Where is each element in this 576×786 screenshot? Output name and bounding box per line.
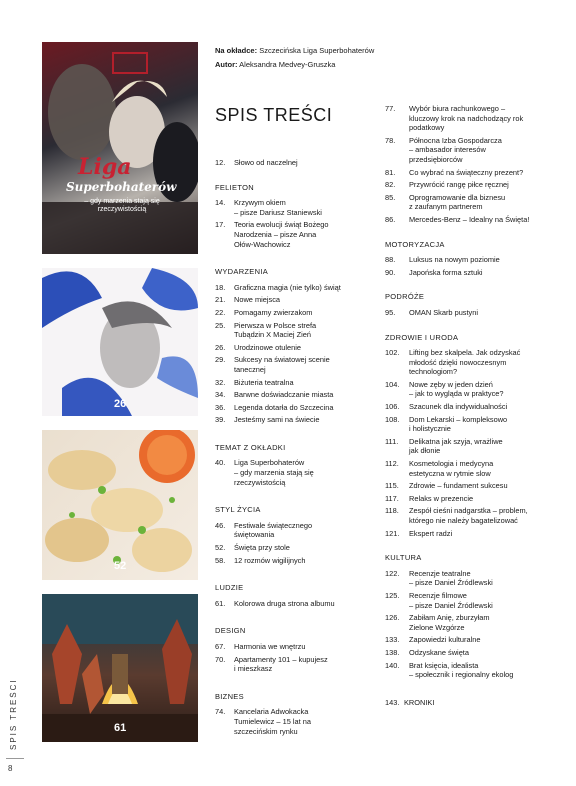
toc-entry-title-line: Ołów-Wachowicz (234, 239, 291, 249)
toc-entry-title-line: Przywrócić rangę piłce ręcznej (409, 180, 509, 190)
toc-entry (215, 599, 375, 609)
toc-entry-title-line: Biżuteria teatralna (234, 377, 294, 387)
toc-entry-title-line: Recenzje teatralne (409, 568, 471, 578)
toc-entry (385, 402, 565, 412)
toc-entry-title-line: Krzywym okiem (234, 198, 286, 208)
author-credit-value: Aleksandra Medvey-Gruszka (239, 60, 336, 69)
toc-entry-title-line: Pomagamy zwierzakom (234, 307, 313, 317)
toc-entry-title (234, 521, 375, 540)
toc-entry-page: 82. (385, 180, 396, 190)
toc-entry-title-line: Północna Izba Gospodarcza (409, 135, 502, 145)
cover-credit-label: Na okładce: (215, 46, 258, 55)
fire-illustration-art (42, 594, 198, 742)
toc-entry-title (409, 481, 565, 491)
toc-entry-page: 77. (385, 104, 396, 113)
toc-entry-title (234, 390, 375, 400)
toc-entry-title (409, 648, 565, 658)
toc-entry-title-line: Harmonia we wnętrzu (234, 642, 306, 651)
toc-entry-title-line: Zapowiedzi kulturalne (409, 635, 481, 645)
toc-entry-title-line: – pisze Daniel Źródlewski (409, 578, 493, 588)
toc-entry-page: 58. (215, 555, 226, 565)
toc-entry-title-line: Zespół cieśni nadgarstka – problem, (409, 506, 528, 516)
toc-entry (215, 415, 375, 425)
toc-entry-title-line: Recenzje filmowe (409, 590, 467, 600)
toc-entry-page: 95. (385, 307, 396, 317)
toc-entry-title-line: Luksus na nowym poziomie (409, 255, 500, 265)
toc-entry-title-line: i holistycznie (409, 424, 451, 434)
photo-page-number: 61 (114, 722, 127, 734)
toc-entry-title-line: tanecznej (234, 364, 266, 374)
toc-entry-title-line: estetyczna w rytmie slow (409, 468, 491, 478)
toc-entry (385, 437, 565, 456)
toc-entry-title-line: Zabiłam Anię, zburzyłam (409, 613, 490, 623)
toc-entry-title-line: Legenda dotarła do Szczecina (234, 402, 334, 412)
toc-section-heading: DESIGN (215, 626, 246, 636)
toc-section-heading: LUDZIE (215, 583, 244, 593)
toc-entry-title (234, 655, 375, 674)
toc-entry (215, 158, 375, 168)
cover-subtitle: – gdy marzenia stają się rzeczywistością (84, 198, 160, 213)
toc-entry-title: KRONIKI (404, 697, 435, 707)
toc-entry (215, 707, 375, 736)
toc-entry-title-line: – pisze Daniel Źródlewski (409, 600, 493, 610)
toc-entry-title-line: Apartamenty 101 – kupujesz (234, 654, 328, 664)
toc-entry (385, 506, 565, 525)
toc-entry-title-line: Delikatna jak szyja, wrażliwe (409, 436, 503, 446)
toc-entry-title-line: Tubądzin X Maciej Zień (234, 330, 311, 340)
toc-entry-title (409, 529, 565, 539)
toc-entry-title: Słowo od naczelnej (234, 158, 298, 167)
toc-entry (215, 403, 375, 413)
toc-entry (215, 295, 375, 305)
photo-page-number: 52 (114, 560, 127, 572)
toc-entry (385, 529, 565, 539)
toc-entry-title (234, 458, 375, 487)
toc-entry-title-line: z zaufanym partnerem (409, 202, 483, 212)
toc-entry-title-line: Mercedes-Benz – Idealny na Święta! (409, 214, 530, 224)
toc-entry-title (234, 707, 375, 736)
toc-entry-title-line: – społecznik i regionalny ekolog (409, 670, 514, 680)
toc-entry (385, 648, 565, 658)
toc-entry (385, 348, 565, 377)
toc-entry (215, 308, 375, 318)
toc-entry-title (409, 104, 565, 133)
toc-entry-title-line: Barwne doświadczanie miasta (234, 390, 334, 400)
toc-entry-title (409, 193, 565, 212)
toc-entry (385, 635, 565, 645)
toc-entry-page: 121. (385, 528, 400, 538)
toc-entry (385, 459, 565, 478)
toc-entry (215, 521, 375, 540)
toc-entry-page: 102. (385, 348, 400, 358)
toc-entry-page: 108. (385, 414, 400, 424)
toc-entry-title (234, 295, 375, 305)
toc-entry-page: 18. (215, 282, 226, 292)
toc-entry-title-line: przedsiębiorców (409, 154, 463, 164)
toc-entry-title (234, 283, 375, 293)
toc-entry-title-line: Dom Lekarski – kompleksowo (409, 414, 508, 424)
toc-entry (385, 136, 565, 165)
toc-entry-title (234, 321, 375, 340)
page-number: 8 (8, 764, 13, 773)
toc-entry-page: 61. (215, 598, 226, 608)
toc-entry (215, 283, 375, 293)
toc-entry-title-line: Narodzenia – pisze Anna (234, 229, 317, 239)
photo-dumplings (42, 430, 198, 580)
toc-entry-title-line: Odzyskane święta (409, 647, 469, 657)
toc-entry-title (409, 168, 565, 178)
toc-entry-page: 36. (215, 402, 226, 412)
toc-entry (215, 556, 375, 566)
toc-entry-title (409, 180, 565, 190)
toc-entry-page: 25. (215, 320, 226, 330)
toc-section-heading: PODRÓŻE (385, 292, 425, 302)
toc-entry-page: 29. (215, 355, 226, 365)
toc-entry-title-line: 12 rozmów wigilijnych (234, 555, 306, 565)
toc-entry (215, 655, 375, 674)
toc-entry (215, 390, 375, 400)
cover-title-line1: Liga (78, 154, 132, 180)
toc-entry-title (409, 661, 565, 680)
toc-entry-page: 78. (385, 135, 396, 145)
toc-entry-title (234, 308, 375, 318)
toc-entry-title-line: Co wybrać na świąteczny prezent? (409, 167, 524, 177)
toc-section-heading: FELIETON (215, 182, 254, 192)
toc-entry-page: 40. (215, 458, 226, 468)
toc-entry-page: 39. (215, 415, 226, 425)
toc-entry-title-line: OMAN Skarb pustyni (409, 307, 479, 317)
toc-entry-title-line: świętowania (234, 530, 275, 540)
toc-entry-page: 118. (385, 506, 399, 516)
toc-entry-title (234, 642, 375, 652)
author-credit-label: Autor: (215, 60, 238, 69)
toc-entry-page: 126. (385, 613, 400, 623)
toc-entry-title-line: Relaks w prezencie (409, 493, 474, 503)
toc-entry-title (409, 415, 565, 434)
toc-entry-title-line: Japońska forma sztuki (409, 267, 483, 277)
toc-entry-title-line: Graficzna magia (nie tylko) świąt (234, 282, 341, 292)
toc-entry-page: 14. (215, 198, 226, 208)
toc-section-heading: KULTURA (385, 553, 422, 563)
toc-entry-title (409, 613, 565, 632)
toc-entry-title (234, 378, 375, 388)
photo-page-number: 26 (114, 398, 127, 410)
toc-entry-page: 22. (215, 307, 226, 317)
toc-entry-title-line: rzeczywistością (234, 477, 286, 487)
toc-entry-title-line: technologiom? (409, 367, 458, 377)
toc-entry-title-line: Tumielewicz – 15 lat na (234, 716, 311, 726)
toc-entry (215, 642, 375, 652)
toc-entry (385, 215, 565, 225)
cover-art (42, 42, 198, 254)
toc-entry-title-line: Lifting bez skalpela. Jak odzyskać (409, 348, 521, 358)
toc-entry-title-line: Święta przy stole (234, 543, 290, 553)
toc-entry-page: 21. (215, 295, 226, 305)
toc-title: SPIS TREŚCI (215, 105, 333, 125)
toc-entry-title (409, 348, 565, 377)
toc-entry-title (234, 556, 375, 566)
toc-entry-title-line: Oprogramowanie dla biznesu (409, 192, 506, 202)
toc-entry-page: 106. (385, 402, 400, 412)
toc-entry-title-line: Brat księcia, idealista (409, 660, 479, 670)
toc-entry (385, 661, 565, 680)
toc-entry-title (409, 402, 565, 412)
toc-entry (215, 378, 375, 388)
toc-entry (215, 343, 375, 353)
toc-entry-title-line: Zdrowie – fundament sukcesu (409, 481, 508, 491)
toc-entry-title-line: Pierwsza w Polsce strefa (234, 320, 317, 330)
toc-entry-page: 32. (215, 377, 226, 387)
toc-entry-page: 81. (385, 167, 396, 177)
toc-entry (385, 193, 565, 212)
toc-entry-title-line: Nowe zęby w jeden dzień (409, 379, 493, 389)
sidebar-section-label: SPIS TREŚCI (9, 678, 18, 750)
toc-entry-title (234, 355, 375, 374)
toc-entry-page: 34. (215, 390, 226, 400)
toc-entry-title (409, 380, 565, 399)
toc-entry-title (234, 415, 375, 425)
toc-entry (385, 591, 565, 610)
toc-entry-page: 90. (385, 267, 396, 277)
toc-entry-title (234, 220, 375, 249)
toc-entry-page: 122. (385, 568, 400, 578)
toc-entry-page: 140. (385, 660, 400, 670)
toc-entry-page: 115. (385, 481, 399, 491)
toc-section-heading: BIZNES (215, 691, 244, 701)
toc-entry-page: 104. (385, 379, 400, 389)
toc-entry (215, 321, 375, 340)
toc-entry-page: 12. (215, 158, 226, 167)
toc-entry-title (409, 255, 565, 265)
toc-entry-title (409, 215, 565, 225)
toc-entry-title (409, 437, 565, 456)
photo-illustration-fire (42, 594, 198, 742)
author-credit (215, 60, 335, 69)
toc-entry-title (409, 136, 565, 165)
toc-entry-title (234, 543, 375, 553)
toc-entry (385, 415, 565, 434)
toc-entry-page: 111. (385, 436, 399, 446)
toc-entry (385, 268, 565, 278)
toc-entry (385, 698, 565, 708)
cover-image (42, 42, 198, 254)
toc-entry-page: 138. (385, 647, 400, 657)
toc-entry-title-line: Kolorowa druga strona albumu (234, 598, 335, 608)
toc-entry-page: 85. (385, 192, 396, 202)
toc-column-right (385, 104, 565, 707)
toc-entry-page: 112. (385, 459, 399, 469)
toc-entry-title-line: – ambasador interesów (409, 145, 486, 155)
toc-entry (215, 355, 375, 374)
toc-entry-title-line: – jak to wygląda w praktyce? (409, 389, 504, 399)
photo-face-flowers (42, 268, 198, 416)
toc-section-heading: TEMAT Z OKŁADKI (215, 442, 286, 452)
toc-entry-page: 74. (215, 707, 226, 717)
toc-entry-page: 67. (215, 642, 226, 651)
toc-entry-title (409, 459, 565, 478)
toc-entry-title-line: Szacunek dla indywidualności (409, 402, 508, 412)
toc-entry (215, 458, 375, 487)
toc-entry-title-line: podatkowy (409, 123, 445, 133)
toc-entry-title (409, 591, 565, 610)
toc-entry-title-line: Kancelaria Adwokacka (234, 707, 309, 717)
toc-entry-page: 125. (385, 590, 400, 600)
toc-entry-title (234, 343, 375, 353)
toc-entry-page: 133. (385, 635, 400, 645)
face-flowers-art (42, 268, 198, 416)
toc-entry-page: 70. (215, 654, 226, 664)
toc-entry-title (409, 635, 565, 645)
toc-entry-page: 46. (215, 520, 226, 530)
dumplings-art (42, 430, 198, 580)
cover-credit-value: Szczecińska Liga Superbohaterów (259, 46, 375, 55)
sidebar-rule (6, 758, 24, 759)
toc-entry (385, 613, 565, 632)
toc-entry-page: 117. (385, 493, 399, 503)
toc-entry-page: 86. (385, 214, 396, 224)
toc-entry-title (234, 599, 375, 609)
toc-entry-title (234, 198, 375, 217)
toc-entry-title-line: Nowe miejsca (234, 295, 281, 305)
cover-title-line2: Superbohaterów (66, 180, 177, 194)
toc-entry-title-line: Jesteśmy sami na świecie (234, 415, 320, 425)
toc-entry-title-line: szczecińskim rynku (234, 726, 298, 736)
toc-entry-title-line: i mieszkasz (234, 664, 273, 674)
toc-section-heading: WYDARZENIA (215, 267, 269, 277)
toc-section-heading: MOTORYZACJA (385, 239, 445, 249)
toc-entry-title-line: Wybór biura rachunkowego – (409, 104, 506, 113)
toc-entry (215, 220, 375, 249)
toc-entry-page: 88. (385, 255, 396, 265)
toc-entry-title-line: Teoria ewolucji świąt Bożego (234, 220, 329, 230)
toc-entry-title-line: którego nie należy bagatelizować (409, 516, 518, 525)
toc-section-heading: ZDROWIE I URODA (385, 332, 459, 342)
toc-entry-title-line: Kosmetologia i medycyna (409, 459, 494, 469)
toc-entry (385, 569, 565, 588)
toc-entry-title (409, 569, 565, 588)
toc-entry (385, 494, 565, 504)
toc-entry-title-line: Sukcesy na światowej scenie (234, 355, 330, 365)
toc-entry (215, 198, 375, 217)
toc-entry (385, 255, 565, 265)
toc-entry-title (409, 308, 565, 318)
toc-entry-title-line: Zielone Wzgórze (409, 622, 465, 632)
toc-entry (385, 104, 565, 133)
toc-entry-title-line: – gdy marzenia stają się (234, 468, 314, 478)
cover-credit (215, 46, 374, 55)
toc-entry-title-line: – pisze Dariusz Staniewski (234, 207, 322, 217)
toc-entry-title-line: Festiwale świątecznego (234, 520, 313, 530)
toc-entry (385, 380, 565, 399)
toc-entry-title (234, 403, 375, 413)
toc-section-heading: STYL ŻYCIA (215, 505, 261, 515)
toc-entry-title (409, 268, 565, 278)
toc-entry (215, 543, 375, 553)
toc-entry (385, 168, 565, 178)
toc-entry-title-line: Ekspert radzi (409, 528, 453, 538)
toc-entry-title-line: kluczowy krok na nadchodzący rok (409, 113, 524, 123)
toc-entry (385, 481, 565, 491)
toc-entry-title (409, 506, 565, 525)
toc-entry-title-line: Liga Superbohaterów (234, 458, 305, 468)
toc-entry-title-line: jak dłonie (409, 446, 441, 456)
toc-entry-page: 52. (215, 543, 226, 553)
toc-entry (385, 308, 565, 318)
toc-entry-page: 17. (215, 220, 226, 230)
toc-entry-title (409, 494, 565, 504)
toc-entry-title-line: młodość dzięki nowoczesnym (409, 357, 507, 367)
toc-column-left (215, 104, 375, 739)
toc-entry-page: 26. (215, 342, 226, 352)
toc-entry-page: 143. (385, 697, 400, 707)
toc-entry (385, 180, 565, 190)
toc-entry-title-line: Urodzinowe otulenie (234, 342, 301, 352)
